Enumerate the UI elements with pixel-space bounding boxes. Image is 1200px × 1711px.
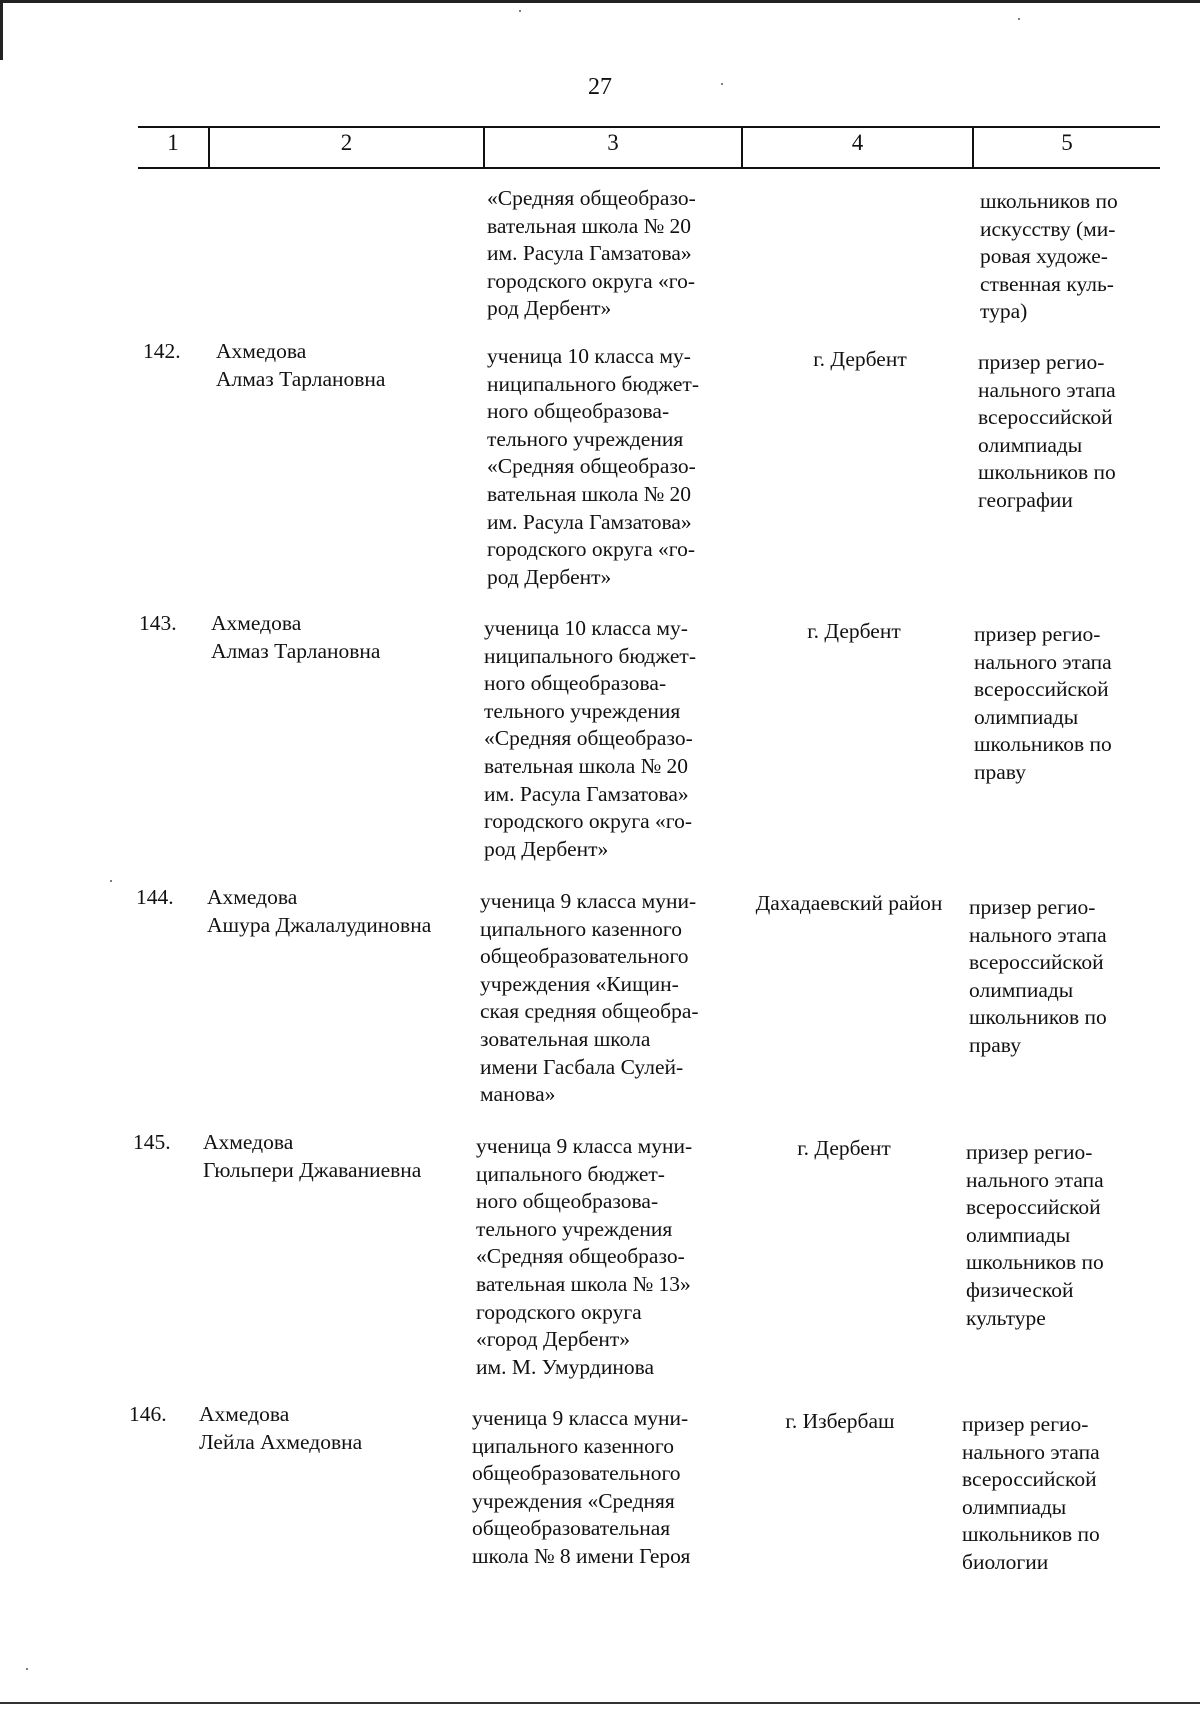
person-name: Ахмедова Гюльпери Джаваниевна (203, 1130, 422, 1182)
scan-speck (519, 10, 521, 12)
person-name: Ахмедова Алмаз Тарлановна (211, 611, 381, 663)
scan-edge-bottom (0, 1702, 1200, 1704)
person-name: Ахмедова Ашура Джалалудиновна (207, 885, 432, 937)
scan-speck (26, 1668, 28, 1670)
achievement-cell: школьников по искусству (ми- ровая художе- ственная куль- тура) (980, 189, 1118, 324)
header-bottom-rule (138, 167, 1160, 169)
institution-cell: ученица 9 класса муни- ципального бюджет- ного общеобразова- тельного учреждения «Средняя общеобразо- вательная школа № 13» городского округа «город Дербент» им. М. Умурдинова (476, 1134, 693, 1379)
page-number: 27 (588, 74, 612, 100)
scan-speck (1018, 18, 1020, 20)
institution-cell: «Средняя общеобразо- вательная школа № 20 им. Расула Гамзатова» городского округа «го- род Дербент» (487, 186, 696, 321)
achievement-cell: призер регио- нального этапа всероссийской олимпиады школьников по физической культуре (966, 1140, 1104, 1330)
location-cell: г. Дербент (807, 619, 901, 643)
header-col-3: 3 (607, 130, 619, 155)
institution-cell: ученица 10 класса му- ниципального бюджет- ного общеобразова- тельного учреждения «Средняя общеобразо- вательная школа № 20 им. Расула Гамзатова» городского округа «го- род Дербент» (484, 616, 696, 861)
row-number: 146. (129, 1402, 167, 1426)
header-col-1: 1 (167, 130, 179, 155)
row-number: 142. (143, 339, 181, 363)
achievement-cell: призер регио- нального этапа всероссийской олимпиады школьников по биологии (962, 1412, 1100, 1574)
institution-cell: ученица 9 класса муни- ципального казенного общеобразовательного учреждения «Средняя общеобразовательная школа № 8 имени Героя (472, 1406, 691, 1568)
header-top-rule (138, 126, 1160, 128)
row-number: 144. (136, 885, 174, 909)
scan-speck (721, 83, 723, 85)
location-cell: Дахадаевский район (755, 891, 943, 915)
scan-speck (110, 880, 112, 882)
institution-cell: ученица 10 класса му- ниципального бюджет- ного общеобразова- тельного учреждения «Средняя общеобразо- вательная школа № 20 им. Расула Гамзатова» городского округа «го- род Дербент» (487, 344, 699, 589)
row-number: 145. (133, 1130, 171, 1154)
location-cell: г. Дербент (813, 347, 907, 371)
row-number: 143. (139, 611, 177, 635)
scan-edge-left (0, 0, 3, 60)
achievement-cell: призер регио- нального этапа всероссийской олимпиады школьников по географии (978, 350, 1116, 512)
header-col-2: 2 (340, 130, 353, 155)
achievement-cell: призер регио- нального этапа всероссийской олимпиады школьников по праву (974, 622, 1112, 784)
achievement-cell: призер регио- нального этапа всероссийской олимпиады школьников по праву (969, 895, 1107, 1057)
person-name: Ахмедова Алмаз Тарлановна (216, 339, 386, 391)
header-col-4: 4 (851, 130, 864, 155)
institution-cell: ученица 9 класса муни- ципального казенного общеобразовательного учреждения «Кищин- ская средняя общеобра- зовательная школа имени Гасбала Сулей- манова» (480, 889, 699, 1107)
scan-edge-top (0, 0, 1200, 3)
location-cell: г. Дербент (797, 1136, 891, 1160)
header-col-5: 5 (1061, 130, 1073, 155)
location-cell: г. Избербаш (785, 1409, 895, 1433)
person-name: Ахмедова Лейла Ахмедовна (199, 1402, 363, 1454)
